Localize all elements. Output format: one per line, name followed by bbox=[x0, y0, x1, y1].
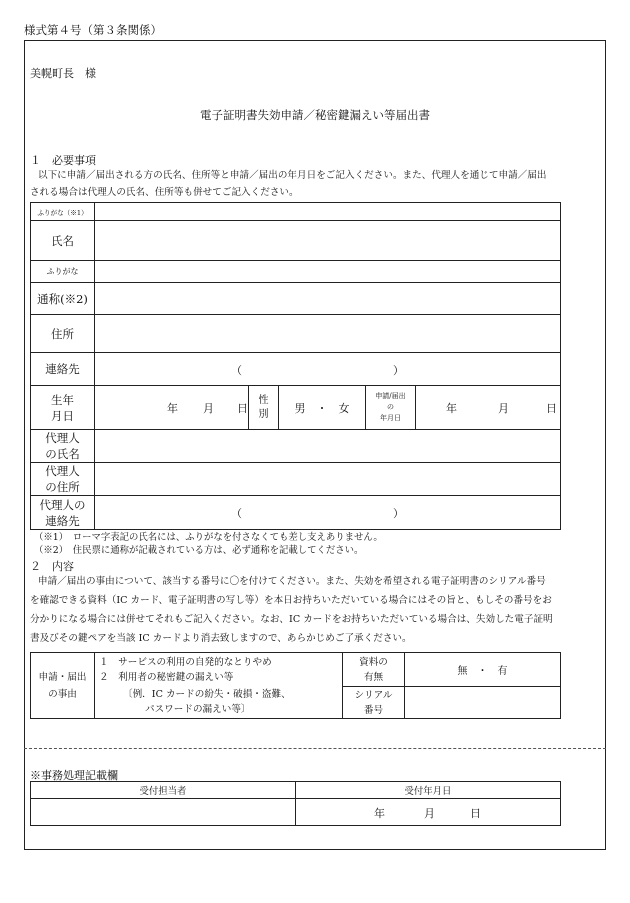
furigana-note-label: ふりがな（※1） bbox=[31, 203, 95, 221]
note-2: （※2） 住民票に通称が記載されている方は、必ず通称を記載してください。 bbox=[34, 545, 364, 556]
name-label: 氏名 bbox=[31, 221, 95, 261]
reason-options bbox=[95, 653, 343, 719]
receipt-year-label: 年 bbox=[374, 807, 385, 820]
section1-instructions-line2: される場合は代理人の氏名、住所等も併せてご記入ください。 bbox=[30, 187, 299, 198]
agent-contact-label-line2: 連絡先 bbox=[45, 513, 80, 528]
contact-field[interactable] bbox=[95, 353, 561, 386]
office-use-table bbox=[30, 781, 561, 826]
section2-heading: ２ 内容 bbox=[30, 560, 74, 573]
cut-line-divider bbox=[24, 748, 606, 749]
reason-label bbox=[31, 653, 95, 719]
table-row bbox=[31, 283, 561, 315]
agent-address-label-line1: 代理人 bbox=[45, 464, 80, 478]
agent-name-label-line2: の氏名 bbox=[45, 447, 80, 461]
apply-date-label-line1: 申請/届出 bbox=[375, 392, 406, 400]
addressee: 美幌町長 様 bbox=[30, 67, 96, 80]
alias-furigana-field[interactable] bbox=[95, 261, 561, 283]
contact-label: 連絡先 bbox=[31, 353, 95, 386]
receipt-month-label: 月 bbox=[424, 807, 435, 820]
section2-para-line3: 分かりになる場合には併せてそれもご記入ください。なお、IC カードをお持ちいただいている場合は、失効した電子証明 bbox=[30, 614, 553, 625]
document-label-line1: 資料の bbox=[359, 656, 388, 668]
agent-contact-paren-close: ） bbox=[393, 507, 404, 520]
agent-contact-paren-open: （ bbox=[231, 507, 242, 520]
note-1: （※1） ローマ字表記の氏名には、ふりがなを付さなくても差し支えありません。 bbox=[34, 532, 383, 543]
table-row bbox=[31, 653, 561, 687]
address-label: 住所 bbox=[31, 315, 95, 353]
table-row bbox=[31, 221, 561, 261]
sex-options[interactable]: 男 ・ 女 bbox=[279, 386, 366, 430]
contact-paren-open: （ bbox=[231, 364, 242, 377]
serial-label bbox=[343, 687, 405, 719]
birth-day-label: 日 bbox=[237, 402, 248, 415]
table-row bbox=[31, 315, 561, 353]
address-field[interactable] bbox=[95, 315, 561, 353]
document-label bbox=[343, 653, 405, 687]
staff-label: 受付担当者 bbox=[31, 782, 296, 799]
section2-para-line4: 書及びその鍵ペアを当該 IC カードより消去致しますので、あらかじめご了承ください。 bbox=[30, 633, 412, 644]
reason-option-2-example-line1: 〔例．IC カードの紛失・破損・盗難、 bbox=[123, 689, 291, 700]
agent-contact-label bbox=[31, 496, 95, 530]
applicant-table bbox=[30, 202, 561, 530]
furigana-label: ふりがな bbox=[31, 261, 95, 283]
alias-field[interactable] bbox=[95, 283, 561, 315]
serial-label-line1: シリアル bbox=[354, 689, 393, 701]
apply-date-label bbox=[366, 386, 416, 430]
birth-date-label-line2: 月日 bbox=[51, 408, 74, 423]
birth-year-label: 年 bbox=[167, 402, 178, 415]
table-row bbox=[31, 799, 561, 826]
apply-date-label-line3: 年月日 bbox=[380, 414, 401, 422]
alias-label: 通称(※2) bbox=[31, 283, 95, 315]
table-row bbox=[31, 463, 561, 496]
sex-label-line1: 性 bbox=[258, 394, 269, 406]
page-title: 電子証明書失効申請／秘密鍵漏えい等届出書 bbox=[200, 108, 430, 122]
agent-name-field[interactable] bbox=[95, 430, 561, 463]
receipt-day-label: 日 bbox=[470, 807, 481, 820]
name-field[interactable] bbox=[95, 221, 561, 261]
furigana-field[interactable] bbox=[95, 203, 561, 221]
apply-date-field[interactable] bbox=[416, 386, 561, 430]
receipt-date-field[interactable] bbox=[296, 799, 561, 826]
date-label: 受付年月日 bbox=[296, 782, 561, 799]
sex-label-line2: 別 bbox=[258, 408, 269, 420]
sex-label bbox=[249, 386, 279, 430]
section2-para-line1: 申請／届出の事由について、該当する番号に〇を付けてください。また、失効を希望される電子証明書のシリアル番号 bbox=[38, 576, 546, 587]
office-use-heading: ※事務処理記載欄 bbox=[30, 769, 118, 782]
agent-name-label bbox=[31, 430, 95, 463]
reason-option-1[interactable]: １ サービスの利用の自発的なとりやめ bbox=[99, 657, 272, 668]
reason-option-2[interactable]: ２ 利用者の秘密鍵の漏えい等 bbox=[99, 672, 234, 683]
agent-address-field[interactable] bbox=[95, 463, 561, 496]
staff-field[interactable] bbox=[31, 799, 296, 826]
serial-label-line2: 番号 bbox=[363, 704, 384, 716]
contact-paren-close: ） bbox=[393, 364, 404, 377]
table-row bbox=[31, 353, 561, 386]
birth-date-label-line1: 生年 bbox=[51, 392, 74, 407]
reason-option-2-example-line2: パスワードの漏えい等〕 bbox=[145, 704, 251, 715]
reason-label-line2: の事由 bbox=[48, 688, 77, 700]
section2-para-line2: を確認できる資料（IC カード、電子証明書の写し等）を本日お持ちいただいている場合にはその旨と、もしその番号をお bbox=[30, 595, 552, 606]
document-label-line2: 有無 bbox=[363, 671, 384, 683]
table-row bbox=[31, 782, 561, 799]
agent-contact-label-line1: 代理人の bbox=[39, 497, 86, 512]
serial-number-field[interactable] bbox=[405, 687, 561, 719]
birth-month-label: 月 bbox=[203, 402, 214, 415]
section1-instructions-line1: 以下に申請／届出される方の氏名、住所等と申請／届出の年月日をご記入ください。また、代理人を通じて申請／届出 bbox=[38, 170, 547, 181]
reason-table bbox=[30, 652, 561, 719]
apply-date-label-line2: の bbox=[387, 403, 394, 411]
apply-month-label: 月 bbox=[498, 402, 509, 415]
reason-label-line1: 申請・届出 bbox=[38, 671, 87, 683]
table-row bbox=[31, 496, 561, 530]
table-row bbox=[31, 430, 561, 463]
table-row bbox=[31, 386, 561, 430]
apply-year-label: 年 bbox=[446, 402, 457, 415]
birth-date-label bbox=[31, 386, 95, 430]
table-row bbox=[31, 203, 561, 221]
agent-address-label-line2: の住所 bbox=[45, 480, 80, 494]
birth-date-field[interactable] bbox=[95, 386, 249, 430]
document-options[interactable]: 無 ・ 有 bbox=[405, 653, 561, 687]
apply-day-label: 日 bbox=[546, 402, 557, 415]
agent-name-label-line1: 代理人 bbox=[45, 431, 80, 445]
form-number: 様式第４号（第３条関係） bbox=[24, 23, 162, 37]
agent-address-label bbox=[31, 463, 95, 496]
section1-heading: １ 必要事項 bbox=[30, 154, 96, 167]
agent-contact-field[interactable] bbox=[95, 496, 561, 530]
table-row bbox=[31, 261, 561, 283]
